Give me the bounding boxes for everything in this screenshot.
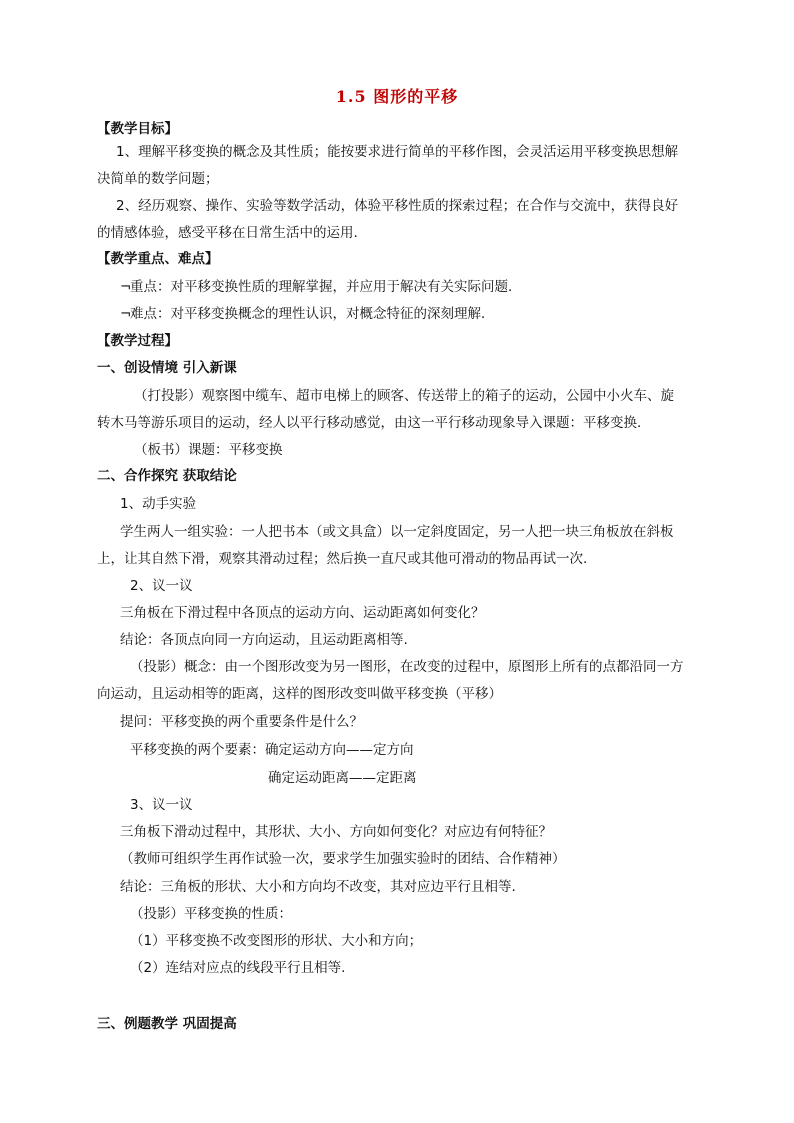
- section-2-paragraph-10: 结论：三角板的形状、大小和方向均不改变，其对应边平行且相等.: [120, 879, 516, 895]
- page-title: 1.5 图形的平移: [335, 87, 459, 106]
- section-2-paragraph-4-line-2: 向运动，且运动相等的距离，这样的图形改变叫做平移变换（平移）: [97, 686, 502, 702]
- section-1-paragraph-1-line-2: 转木马等游乐项目的运动，经人以平行移动感觉，由这一平行移动现象导入课题：平移变换.: [97, 415, 642, 431]
- objective-1-line-1: 1、理解平移变换的概念及其性质；能按要求进行简单的平移作图，会灵活运用平移变换思想解: [116, 144, 679, 160]
- section-1-paragraph-1-line-1: （打投影）观察图中缆车、超市电梯上的顾客、传送带上的箱子的运动，公园中小火车、旋: [134, 388, 674, 404]
- section-2-sub-1: 1、动手实验: [120, 496, 197, 512]
- section-2-sub-3: 3、议一议: [130, 797, 193, 813]
- section-2-paragraph-11: （投影）平移变换的性质：: [130, 906, 292, 922]
- section-2-sub-2: 2、议一议: [130, 578, 193, 594]
- section-2-paragraph-7: 确定运动距离——定距离: [268, 770, 417, 786]
- difficult-point-text: 难点：对平移变换概念的理性认识，对概念特征的深刻理解．: [130, 306, 495, 322]
- objective-2-line-1: 2、经历观察、操作、实验等数学活动，体验平移性质的探索过程；在合作与交流中，获得良好: [116, 198, 679, 214]
- section-2-paragraph-1-line-1: 学生两人一组实验：一人把书本（或文具盒）以一定斜度固定，另一人把一块三角板放在斜板: [120, 524, 674, 540]
- section-2-paragraph-5: 提问：平移变换的两个重要条件是什么？: [120, 714, 363, 730]
- section-2-heading: 二、合作探究 获取结论: [97, 468, 237, 484]
- key-point-text: 重点：对平移变换性质的理解掌握，并应用于解决有关实际问题．: [130, 279, 522, 295]
- section-2-paragraph-6: 平移变换的两个要素：确定运动方向——定方向: [130, 742, 414, 758]
- section-2-paragraph-4-line-1: （投影）概念：由一个图形改变为另一图形，在改变的过程中，原图形上所有的点都沿同一方: [130, 659, 684, 675]
- section-2-paragraph-8: 三角板下滑动过程中，其形状、大小、方向如何变化？对应边有何特征？: [120, 824, 552, 840]
- section-2-paragraph-2: 三角板在下滑过程中各顶点的运动方向、运动距离如何变化？: [120, 605, 485, 621]
- objective-1-line-2: 决简单的数学问题；: [97, 171, 219, 187]
- section-1-heading: 一、创设情境 引入新课: [97, 360, 237, 376]
- section-2-paragraph-13: （2）连结对应点的线段平行且相等.: [130, 960, 346, 976]
- section-1-paragraph-2: （板书）课题：平移变换: [134, 442, 283, 458]
- difficult-point-line: [120, 304, 495, 324]
- section-2-paragraph-1-line-2: 上，让其自然下滑，观察其滑动过程；然后换一直尺或其他可滑动的物品再试一次.: [97, 551, 588, 567]
- key-point-line: [120, 277, 522, 297]
- keypoints-heading: 【教学重点、难点】: [97, 251, 219, 267]
- section-2-paragraph-12: （1）平移变换不改变图形的形状、大小和方向；: [130, 933, 423, 949]
- section-2-paragraph-3: 结论：各顶点向同一方向运动，且运动距离相等.: [120, 632, 408, 648]
- section-3-heading: 三、例题教学 巩固提高: [97, 1016, 237, 1032]
- section-2-paragraph-9: （教师可组织学生再作试验一次，要求学生加强实验时的团结、合作精神）: [120, 851, 566, 867]
- process-heading: 【教学过程】: [97, 333, 178, 349]
- objectives-heading: 【教学目标】: [97, 121, 178, 137]
- bullet-icon: ¬: [120, 279, 132, 295]
- objective-2-line-2: 的情感体验，感受平移在日常生活中的运用.: [97, 225, 358, 241]
- bullet-icon: ¬: [120, 306, 132, 322]
